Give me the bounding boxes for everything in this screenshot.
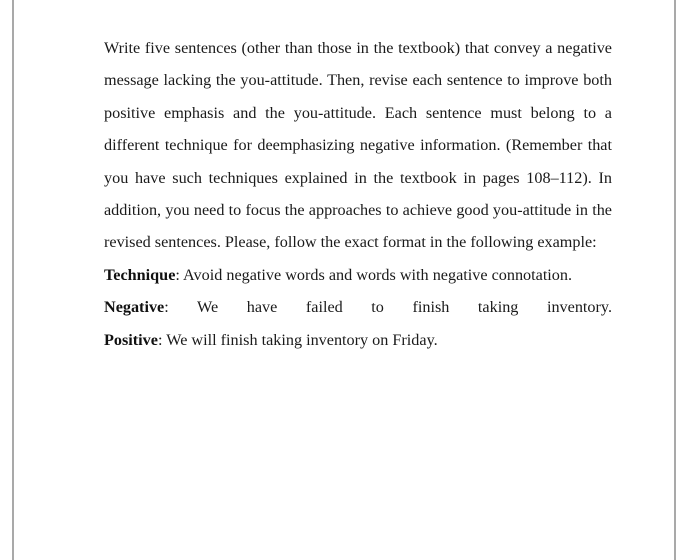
example-positive-line <box>104 324 612 356</box>
document-page <box>12 0 676 560</box>
positive-label: Positive <box>104 330 158 349</box>
technique-text: Avoid negative words and words with negative connotation. <box>183 265 573 284</box>
negative-label: Negative <box>104 298 165 317</box>
negative-text: We have failed to finish taking inventory. <box>197 298 612 317</box>
technique-label: Technique <box>104 265 176 284</box>
technique-separator: : <box>175 265 180 284</box>
instructions-paragraph: Write five sentences (other than those in the textbook) that convey a negative message lacking the you-attitude. Then, revise each sentence to improve both positive emphasis and the you-attitude. Each sentence must belong to a different technique for deemphasizing negative information. (Remember that you have such techniques explained in the textbook in pages 108–112). In addition, you need to focus the approaches to achieve good you-attitude in the revised sentences. Please, follow the exact format in the following example: <box>104 39 612 252</box>
assignment-content <box>104 32 612 356</box>
example-negative-line <box>104 291 612 323</box>
positive-separator: : <box>157 330 163 349</box>
example-technique-line <box>104 259 612 291</box>
positive-text: We will finish taking inventory on Friday. <box>166 330 438 349</box>
negative-separator: : <box>164 298 169 317</box>
